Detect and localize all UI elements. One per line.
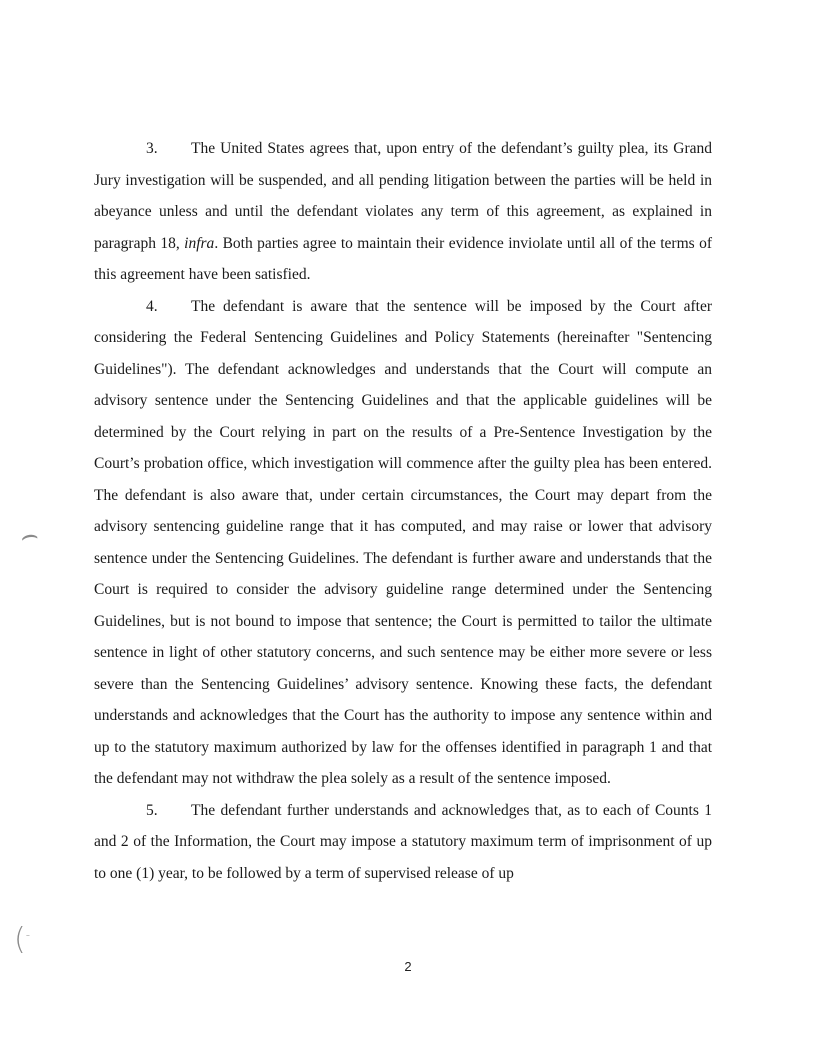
paragraph-3: [94, 133, 712, 291]
paragraph-text: The defendant further understands and acknowledges that, as to each of Counts 1 and 2 of the Information, the Court may impose a statutory maximum term of imprisonment of up to one (1) year, to be followed by a term of supervised release of up: [94, 801, 712, 882]
paragraph-text: The United States agrees that, upon entry of the defendant’s guilty plea, its Grand Jury investigation will be suspended, and all pending litigation between the parties will be held in abeyance unless and until the defendant violates any term of this agreement, as explained in paragraph 18,: [94, 140, 712, 252]
paragraph-text: The defendant is aware that the sentence will be imposed by the Court after considering the Federal Sentencing Guidelines and Policy Statements (hereinafter "Sentencing Guidelines"). The defendant acknowledges and understands that the Court will compute an advisory sentence under the Sentencing Guidelines and that the applicable guidelines will be determined by the Court relying in part on the results of a Pre-Sentence Investigation by the Court’s probation office, which investigation will commence after the guilty plea has been entered. The defendant is also aware that, under certain circumstances, the Court may depart from the advisory sentencing guideline range that it has computed, and may raise or lower that advisory sentence under the Sentencing Guidelines. The defendant is further aware and understands that the Court is required to consider the advisory guideline range determined under the Sentencing Guidelines, but is not bound to impose that sentence; the Court is permitted to tailor the ultimate sentence in light of other statutory concerns, and such sentence may be either more severe or less severe than the Sentencing Guidelines’ advisory sentence. Knowing these facts, the defendant understands and acknowledges that the Court has the authority to impose any sentence within and up to the statutory maximum authorized by law for the offenses identified in paragraph 1 and that the defendant may not withdraw the plea solely as a result of the sentence imposed.: [94, 297, 712, 787]
paragraph-5: [94, 795, 712, 890]
paragraph-4: [94, 291, 712, 795]
paragraph-number: 3.: [146, 140, 158, 157]
latin-term: infra: [184, 234, 215, 252]
paragraph-number: 4.: [146, 297, 158, 315]
paragraph-number: 5.: [146, 801, 158, 819]
document-body: [94, 133, 712, 889]
bracket-mark-icon: (-: [14, 922, 31, 957]
page-number: 2: [404, 959, 412, 974]
paragraph-text: . Both parties agree to maintain their evidence inviolate until all of the terms of this agreement have been satisfied.: [94, 234, 712, 283]
pen-mark-icon: ⌢: [17, 516, 41, 553]
